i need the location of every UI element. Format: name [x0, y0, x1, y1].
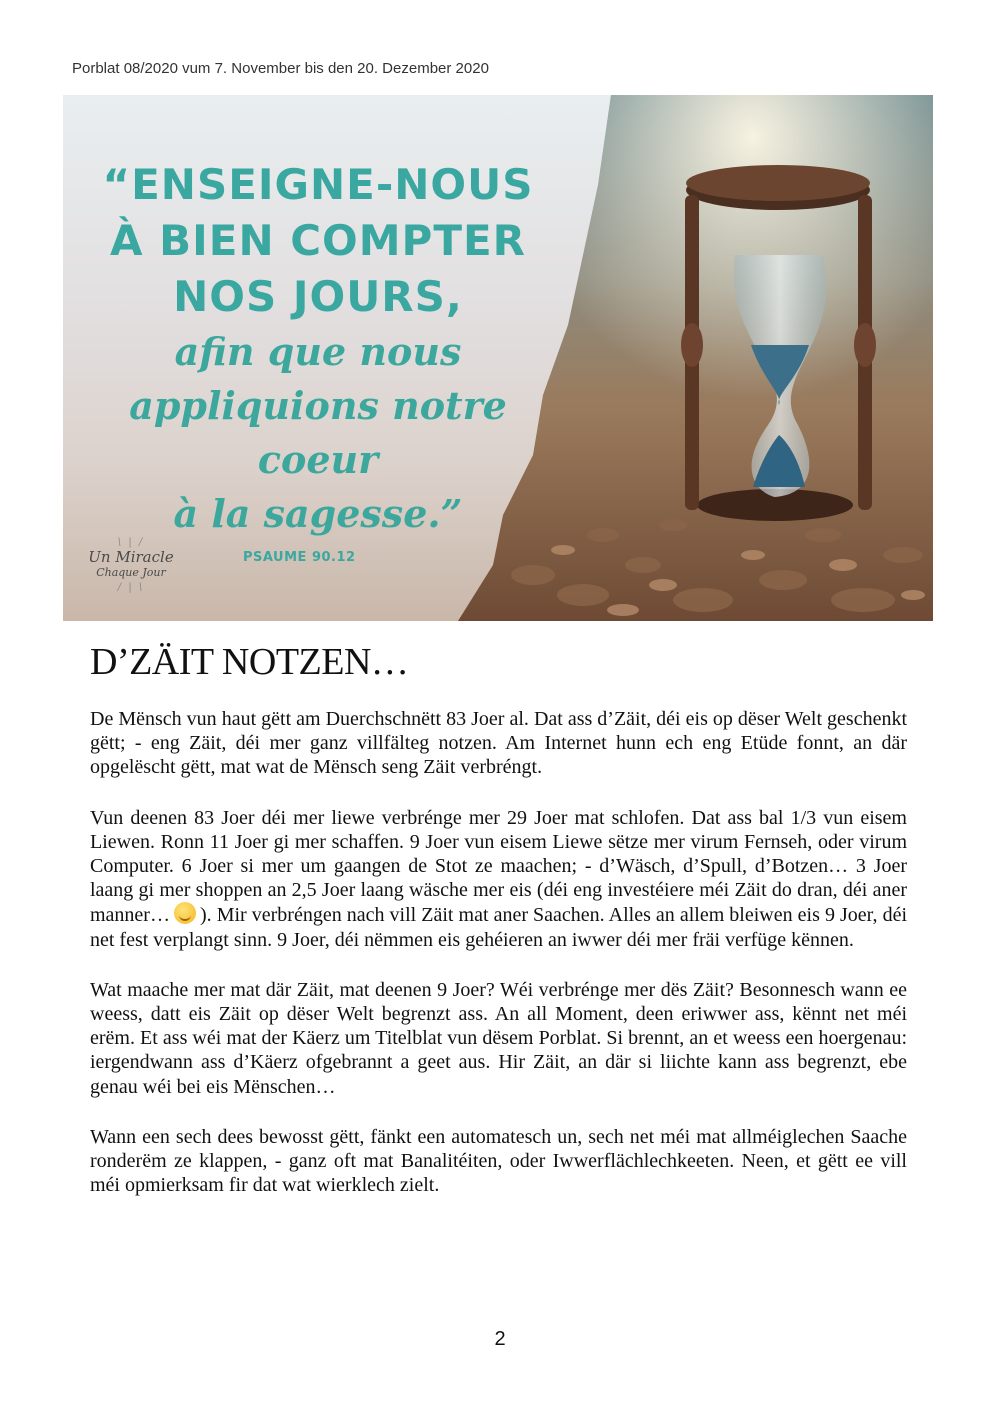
quote-line-1: “ENSEIGNE-NOUS	[102, 160, 534, 209]
paragraph-1: De Mënsch vun haut gëtt am Duerchschnëtt 83 Joer al. Dat ass d’Zäit, déi eis op dëser Welt geschenkt gëtt; - eng Zäit, déi mer ganz villfälteg notzen. Am Internet hunn ech eng Etüde fonnt, an där opgelëscht gëtt, mat wat de Mënsch seng Zäit verbréngt.	[90, 708, 907, 779]
logo-rays: \ | /	[117, 537, 145, 548]
quote-line-5: appliquions notre coeur	[129, 383, 507, 482]
paragraph-4: Wann een sech dees bewosst gëtt, fänkt een automatesch un, sech net méi mat allméiglechen Saache ronderëm ze klappen, - ganz oft mat Banalitéiten, oder Iwwerflächlechkeeten. Neen, et gëtt ee vill méi opmierksam fir dat wat wierklech zielt.	[90, 1125, 907, 1197]
page-number: 2	[494, 1328, 506, 1350]
smiling-face-icon	[174, 902, 196, 924]
paragraph-2	[90, 806, 907, 952]
quote-line-3: NOS JOURS,	[173, 272, 463, 321]
banner-image	[63, 95, 933, 621]
logo-text-1: Un Miracle	[88, 548, 174, 566]
banner-quote	[83, 157, 553, 541]
quote-line-2: À BIEN COMPTER	[109, 216, 526, 265]
quote-line-6: à la sagesse.”	[173, 491, 463, 536]
article-title: D’ZÄIT NOTZEN…	[90, 641, 409, 683]
miracle-logo	[85, 535, 177, 605]
page-header: Porblat 08/2020 vum 7. November bis den 20. Dezember 2020	[72, 60, 489, 77]
article-body	[90, 707, 907, 1223]
logo-text-2: Chaque Jour	[96, 566, 166, 579]
psalm-reference: PSAUME 90.12	[243, 550, 356, 565]
paragraph-2-end: ). Mir verbréngen nach vill Zäit mat aner Saachen. Alles an allem bleiwen eis 9 Joer, déi net fest verplangt sinn. 9 Joer, déi nëmmen eis gehéieren an iwwer déi mer fräi verfüge kënnen.	[90, 904, 907, 951]
paragraph-3: Wat maache mer mat där Zäit, mat deenen 9 Joer? Wéi verbrénge mer dës Zäit? Besonnesch wann ee weess, datt eis Zäit op dëser Welt begrenzt ass. An all Moment, deen eriwwer ass, kënnt net méi erëm. Et ass wéi mat der Käerz um Titelblat vun dësem Porblat. Si brennt, an et weess een hoergenau: iergendwann ass d’Käerz ofgebrannt a geet aus. Hir Zäit, an där si liichte kann ass begrenzt, ebe genau wéi bei eis Mënschen…	[90, 978, 907, 1098]
logo-rays-bottom: / | \	[117, 582, 145, 593]
quote-line-4: afin que nous	[174, 329, 462, 374]
paragraph-2-start: Vun deenen 83 Joer déi mer liewe verbrénge mer 29 Joer mat schlofen. Dat ass bal 1/3 vun eisem Liewen. Ronn 11 Joer gi mer schaffen. 9 Joer vun eisem Liewe sëtze mer virum Fernseh, oder virum Computer. 6 Joer si mer um gaangen de Stot ze maachen; - d’Wäsch, d’Spull, d’Botzen… 3 Joer laang gi mer shoppen an 2,5 Joer laang wäsche mer eis (déi eng investéiere méi Zäit do dran, déi aner manner…	[90, 806, 907, 927]
